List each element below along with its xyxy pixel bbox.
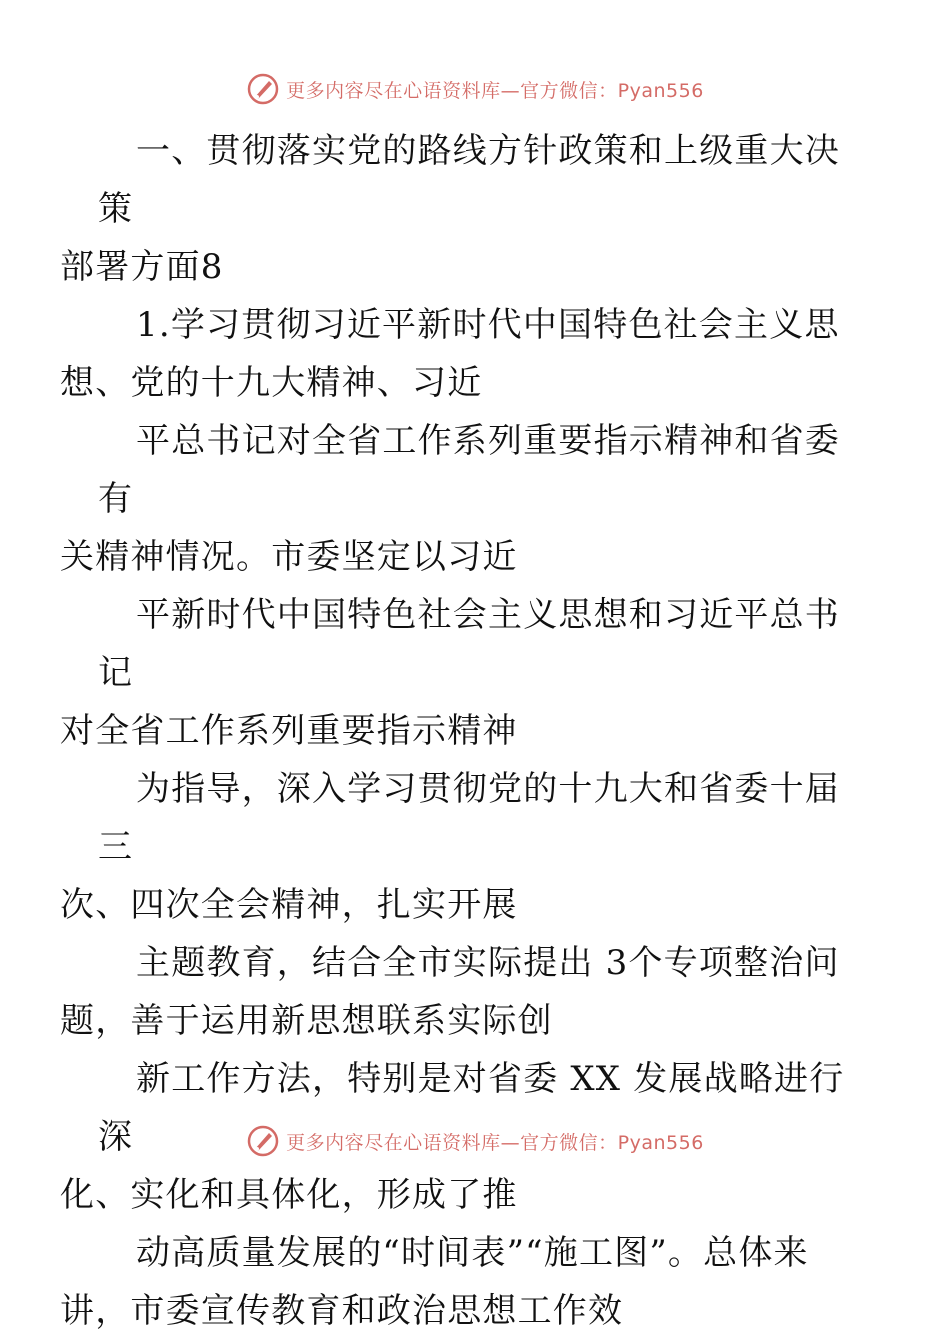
paragraph-line: 想、党的十九大精神、习近 [60, 363, 483, 403]
paragraph-line: 对全省工作系列重要指示精神 [60, 711, 518, 751]
paragraph-line: 次、四次全会精神，扎实开展 [60, 885, 518, 925]
paragraph-line: 主题教育，结合全市实际提出 3个专项整治问 [136, 943, 840, 983]
paragraph-heading [60, 122, 868, 296]
watermark-text: 更多内容尽在心语资料库—官方微信：Pyan556 [286, 1131, 704, 1154]
paragraph [60, 412, 868, 586]
paragraph-line: 动高质量发展的“时间表”“施工图”。总体来 [136, 1233, 809, 1273]
paragraph-line: 为指导，深入学习贯彻党的十九大和省委十届三 [98, 769, 840, 867]
paragraph-line: 平总书记对全省工作系列重要指示精神和省委有 [98, 421, 840, 519]
pen-logo-icon [246, 1124, 280, 1158]
paragraph [60, 934, 868, 1050]
header-watermark [0, 72, 950, 106]
paragraph-line: 关精神情况。市委坚定以习近 [60, 537, 518, 577]
paragraph [60, 760, 868, 934]
paragraph-line: 题，善于运用新思想联系实际创 [60, 1001, 553, 1041]
paragraph-line: 部署方面8 [60, 247, 224, 287]
paragraph [60, 296, 868, 412]
paragraph-line: 新工作方法，特别是对省委 XX 发展战略进行深 [98, 1059, 845, 1157]
paragraph-line: 一、贯彻落实党的路线方针政策和上级重大决策 [98, 131, 840, 229]
paragraph-line: 1.学习贯彻习近平新时代中国特色社会主义思 [136, 305, 840, 345]
paragraph-line: 化、实化和具体化，形成了推 [60, 1175, 518, 1215]
watermark-text: 更多内容尽在心语资料库—官方微信：Pyan556 [286, 79, 704, 102]
paragraph-line: 平新时代中国特色社会主义思想和习近平总书记 [98, 595, 840, 693]
pen-logo-icon [246, 72, 280, 106]
footer-watermark [0, 1124, 950, 1158]
paragraph-line: 讲，市委宣传教育和政治思想工作效 [60, 1291, 624, 1331]
paragraph [60, 586, 868, 760]
paragraph [60, 1224, 868, 1340]
